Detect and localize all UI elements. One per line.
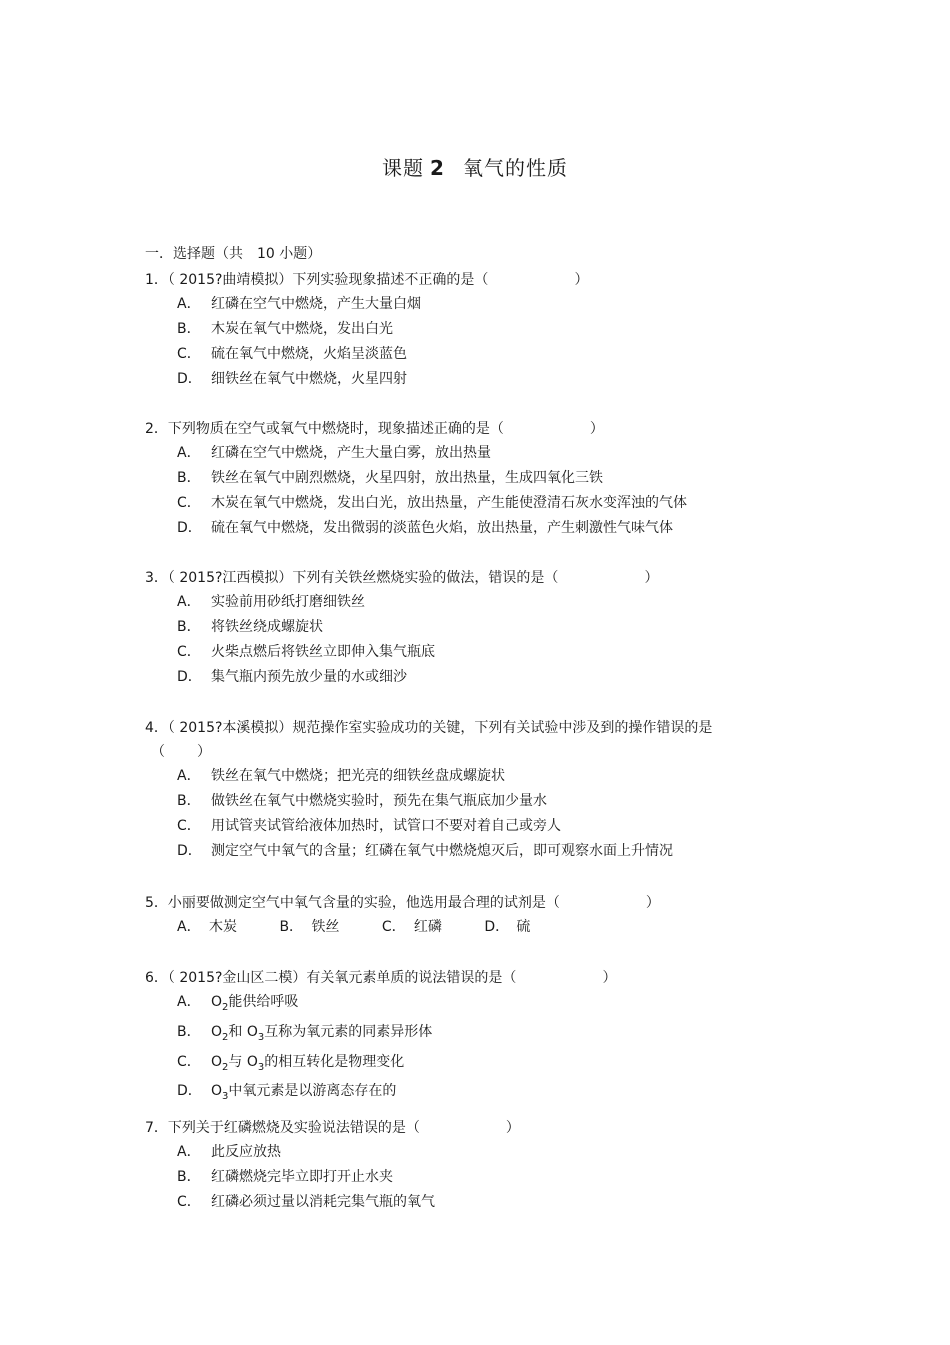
option-b: B． 将铁丝绕成螺旋状: [177, 619, 323, 635]
option-c: C． 红磷: [381, 919, 442, 935]
question-stem: 小丽要做测定空气中氧气含量的实验，他选用最合理的试剂是（: [167, 895, 560, 911]
question-stem: 下列物质在空气或氧气中燃烧时，现象描述正确的是（: [167, 421, 504, 437]
option-d: D． $O_3$中氧元素是以游离态存在的: [177, 1083, 397, 1103]
answer-blank-close: ）: [644, 570, 659, 586]
option-d: D． 集气瓶内预先放少量的水或细沙: [177, 669, 407, 685]
question-number: 4．: [145, 720, 168, 736]
question-number: 7．: [145, 1120, 168, 1136]
question-2: [145, 417, 785, 541]
question-stem: （ 2015?金山区二模）有关氧元素单质的说法错误的是（: [167, 970, 517, 986]
option-a: A． 此反应放热: [177, 1144, 281, 1160]
option-c: C． 红磷必须过量以消耗完集气瓶的氧气: [177, 1194, 435, 1210]
option-c: C． 用试管夹试管给液体加热时，试管口不要对着自己或旁人: [177, 818, 561, 834]
option-b: B． 铁丝: [279, 919, 340, 935]
question-5: [145, 891, 785, 940]
question-3: [145, 566, 785, 690]
section-heading: 一．选择题（共 10 小题）: [145, 246, 322, 262]
option-a: A． 红磷在空气中燃烧，产生大量白烟: [177, 296, 421, 312]
option-b: B． 做铁丝在氧气中燃烧实验时，预先在集气瓶底加少量水: [177, 793, 547, 809]
question-6: [145, 966, 785, 1109]
option-a: A． 红磷在空气中燃烧，产生大量白雾，放出热量: [177, 445, 491, 461]
option-c: C． 硫在氧气中燃烧，火焰呈淡蓝色: [177, 346, 407, 362]
option-d: D． 硫在氧气中燃烧，发出微弱的淡蓝色火焰，放出热量，产生刺激性气味气体: [177, 520, 673, 536]
option-d: D． 测定空气中氧气的含量；红磷在氧气中燃烧熄灭后，即可观察水面上升情况: [177, 843, 673, 859]
answer-blank-close: ）: [645, 895, 660, 911]
option-c: C． $O_2$与 $O_3$的相互转化是物理变化: [177, 1053, 405, 1073]
question-7: [145, 1116, 785, 1215]
question-number: 3．: [145, 570, 168, 586]
option-a: A． 铁丝在氧气中燃烧；把光亮的细铁丝盘成螺旋状: [177, 768, 505, 784]
title-number: 2: [430, 156, 445, 180]
option-d: D． 硫: [484, 919, 531, 935]
title-text: 氧气的性质: [462, 156, 568, 180]
answer-blank-close: ）: [574, 272, 589, 288]
question-4: [145, 716, 785, 864]
option-c: C． 火柴点燃后将铁丝立即伸入集气瓶底: [177, 644, 435, 660]
option-a: A． 木炭: [177, 919, 237, 935]
question-stem: （ 2015?江西模拟）下列有关铁丝燃烧实验的做法，错误的是（: [167, 570, 559, 586]
option-c: C． 木炭在氧气中燃烧，发出白光，放出热量，产生能使澄清石灰水变浑浊的气体: [177, 495, 687, 511]
question-number: 5．: [145, 895, 168, 911]
question-stem: （ 2015?曲靖模拟）下列实验现象描述不正确的是（: [167, 272, 489, 288]
question-stem: 下列关于红磷燃烧及实验说法错误的是（: [167, 1120, 420, 1136]
option-a: A． 实验前用砂纸打磨细铁丝: [177, 594, 365, 610]
question-number: 2．: [145, 421, 168, 437]
answer-blank-close: ）: [505, 1120, 520, 1136]
option-b: B． 木炭在氧气中燃烧，发出白光: [177, 321, 393, 337]
inline-options: [145, 915, 785, 940]
answer-blank-close: ）: [602, 970, 617, 986]
question-number: 1．: [145, 272, 168, 288]
page-title: [0, 152, 950, 181]
option-b: B． 红磷燃烧完毕立即打开止水夹: [177, 1169, 393, 1185]
option-b: B． 铁丝在氧气中剧烈燃烧，火星四射，放出热量，生成四氧化三铁: [177, 470, 603, 486]
question-number: 6．: [145, 970, 168, 986]
answer-blank-open: （: [151, 744, 165, 760]
option-a: A． $O_2$能供给呼吸: [177, 994, 299, 1013]
answer-blank-close: ）: [589, 421, 604, 437]
option-d: D． 细铁丝在氧气中燃烧，火星四射: [177, 371, 407, 387]
option-b: B． $O_2$和 $O_3$互称为氧元素的同素异形体: [177, 1023, 433, 1043]
question-1: [145, 268, 785, 392]
title-prefix: 课题: [382, 156, 425, 180]
question-stem: （ 2015?本溪模拟）规范操作室实验成功的关键，下列有关试验中涉及到的操作错误的是: [167, 720, 713, 736]
answer-blank-close: ）: [197, 744, 211, 760]
